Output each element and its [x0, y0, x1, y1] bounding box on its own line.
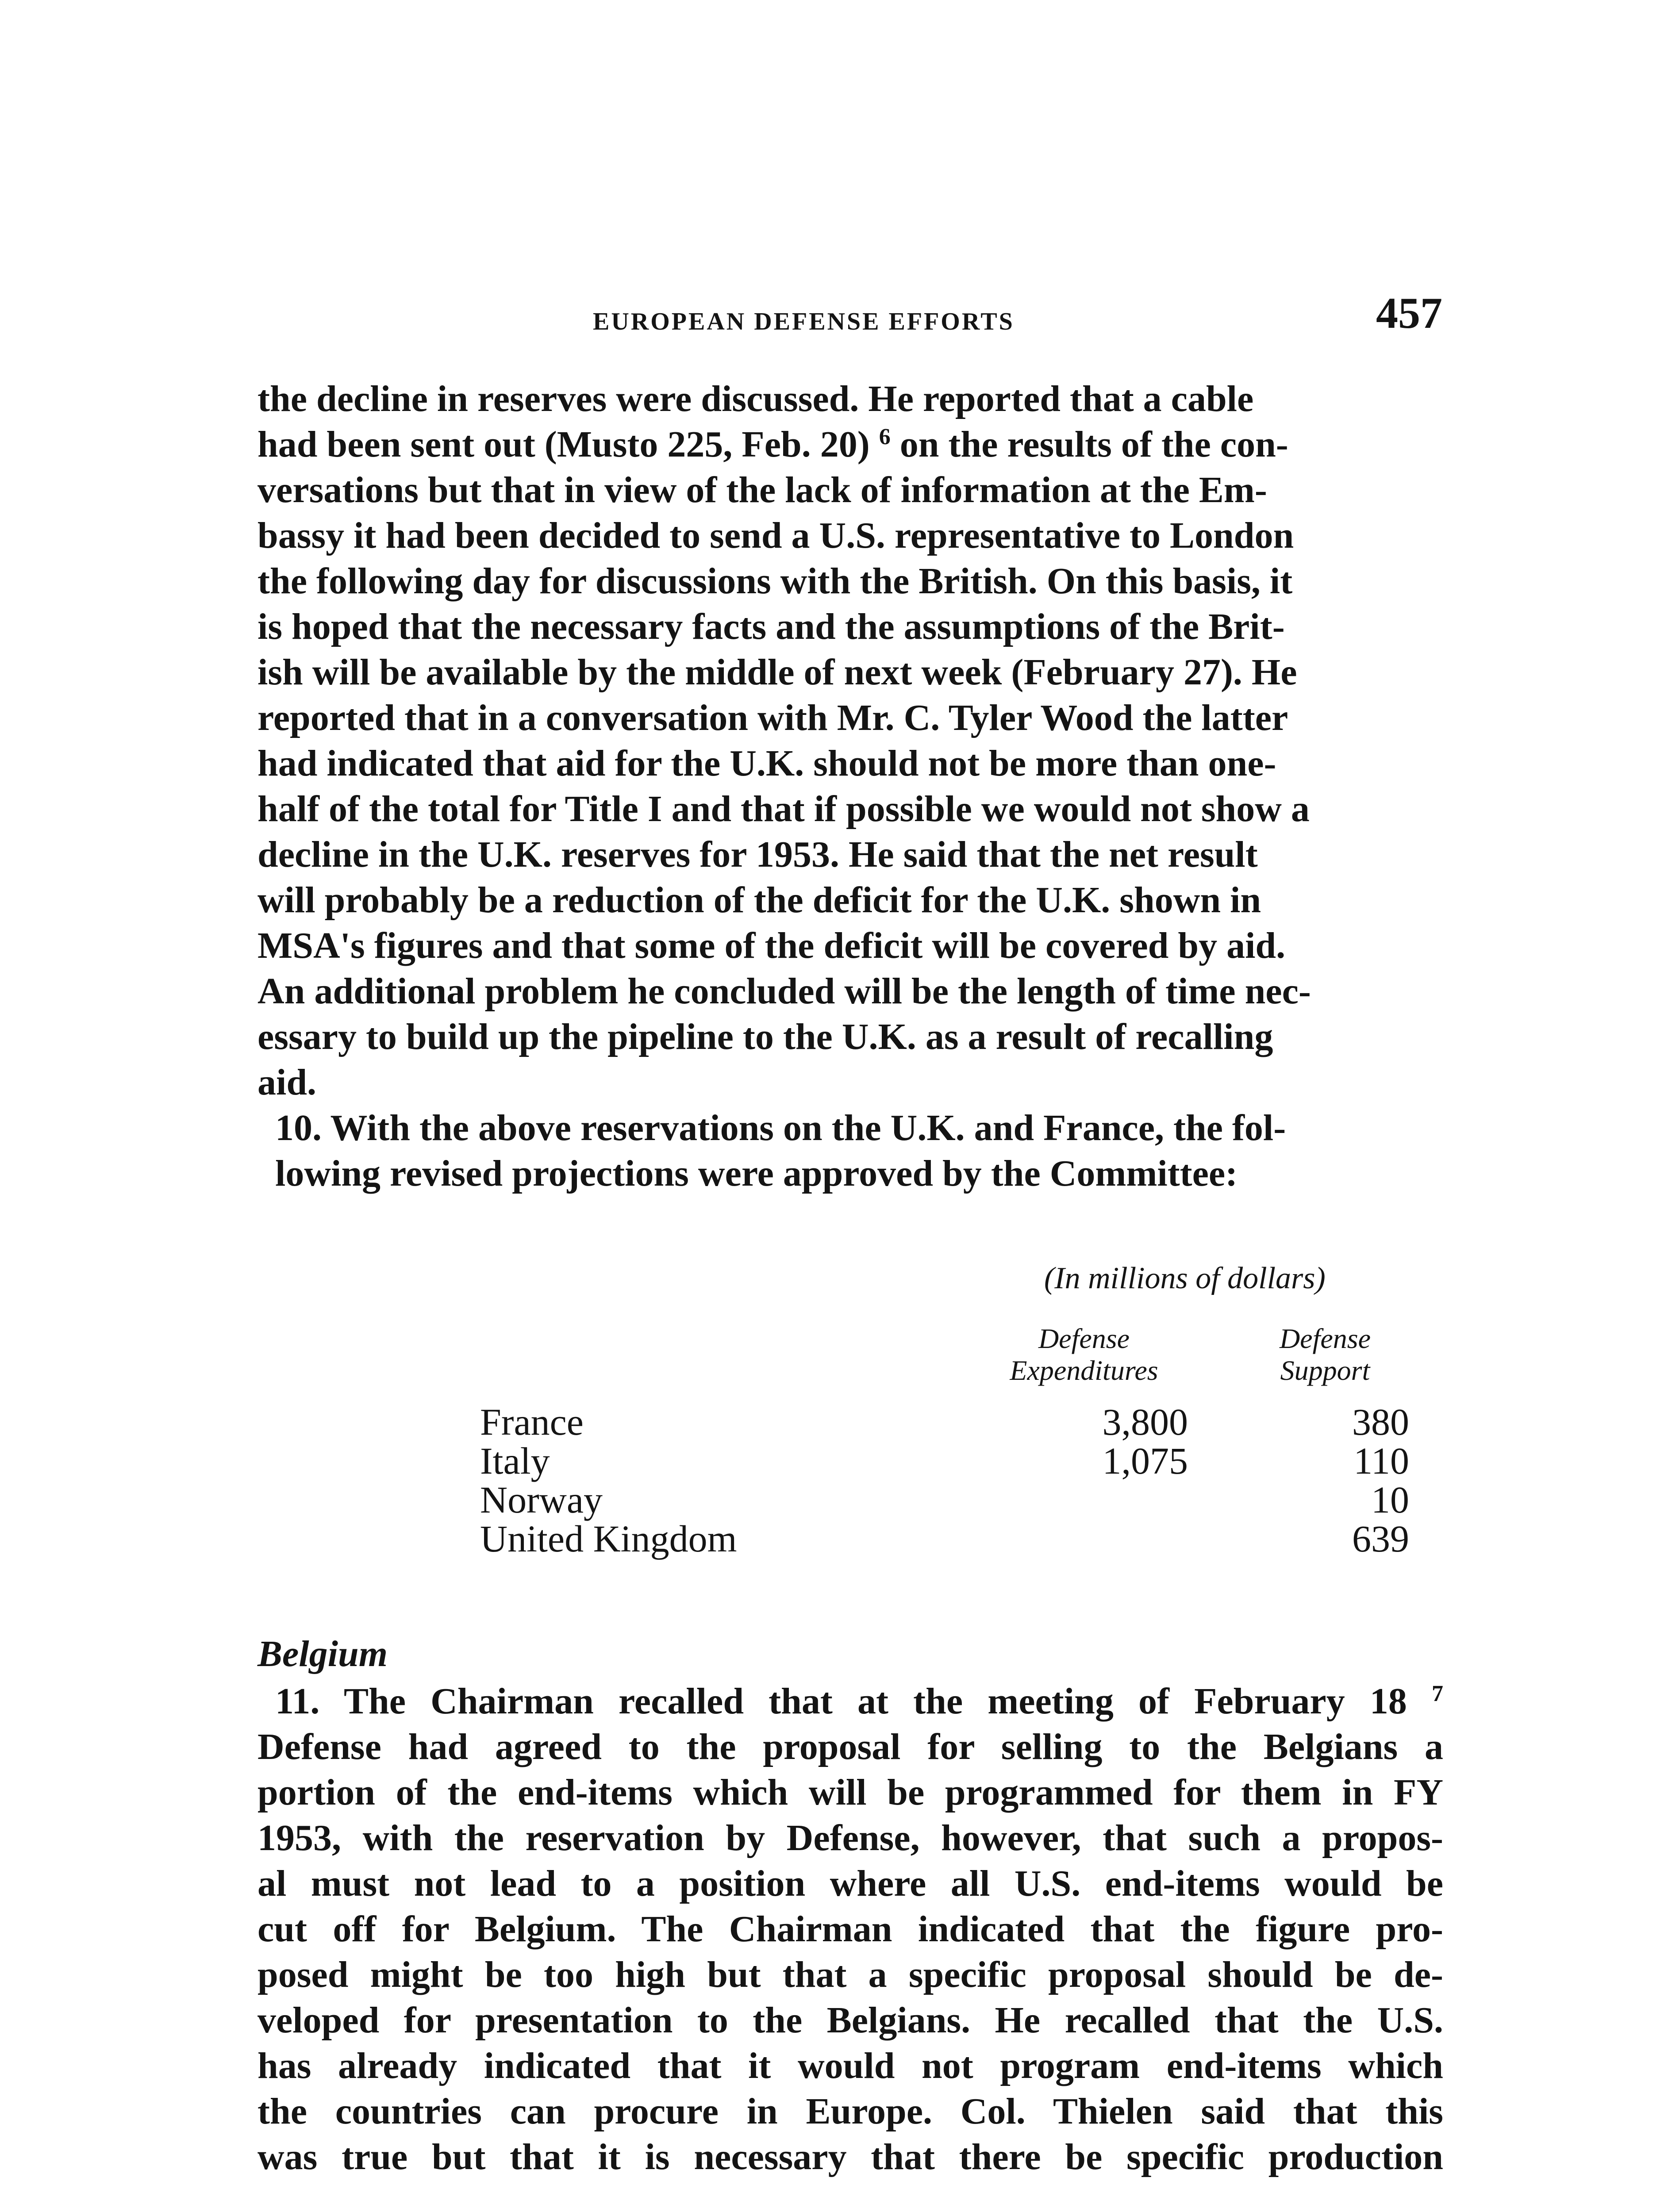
text-fragment: had been sent out (Musto 225, Feb. 20): [258, 424, 870, 465]
text-line: half of the total for Title I and that if possible we would not show a: [258, 788, 1310, 830]
text-line: veloped for presentation to the Belgians. He recalled that the U.S.: [258, 2000, 1443, 2041]
column-header-line: Defense: [1038, 1323, 1130, 1354]
text-line: 1953, with the reservation by Defense, however, that such a propos-: [258, 1817, 1443, 1859]
text-line: the countries can procure in Europe. Col. Thielen said that this: [258, 2091, 1443, 2132]
table-units-caption: (In millions of dollars): [1044, 1261, 1326, 1295]
text-line: cut off for Belgium. The Chairman indicated that the figure pro-: [258, 1909, 1443, 1950]
column-header-defense-expenditures: [982, 1323, 1186, 1386]
text-line: 10. With the above reservations on the U.K. and France, the fol-: [275, 1107, 1286, 1148]
text-line: will probably be a reduction of the deficit for the U.K. shown in: [258, 879, 1261, 921]
table-cell-support: 110: [1353, 1440, 1409, 1482]
projections-table: [480, 1402, 1409, 1558]
table-cell-support: 639: [1352, 1517, 1409, 1560]
table-cell-country: Italy: [480, 1440, 550, 1482]
text-line: has already indicated that it would not program end-items which: [258, 2045, 1443, 2086]
text-line: had indicated that aid for the U.K. should not be more than one-: [258, 743, 1276, 784]
table-cell-expenditures: 1,075: [1102, 1440, 1188, 1482]
column-header-line: Defense: [1279, 1323, 1371, 1354]
table-row: [480, 1402, 1409, 1441]
table-cell-country: Norway: [480, 1479, 603, 1521]
text-line: An additional problem he concluded will be the length of time nec-: [258, 971, 1311, 1012]
running-head: EUROPEAN DEFENSE EFFORTS: [593, 308, 1015, 335]
table-row: [480, 1519, 1409, 1558]
table-row: [480, 1480, 1409, 1519]
column-header-line: Expenditures: [1010, 1355, 1158, 1386]
text-line: al must not lead to a position where all U.S. end-items would be: [258, 1863, 1443, 1904]
table-cell-country: United Kingdom: [480, 1517, 737, 1560]
text-line: aid.: [258, 1062, 317, 1103]
text-line: essary to build up the pipeline to the U.K. as a result of recalling: [258, 1016, 1273, 1057]
section-heading-belgium: Belgium: [258, 1633, 388, 1674]
text-line: the following day for discussions with the British. On this basis, it: [258, 561, 1293, 602]
table-cell-support: 10: [1371, 1479, 1409, 1521]
text-line: Defense had agreed to the proposal for selling to the Belgians a: [258, 1726, 1443, 1767]
table-cell-expenditures: [976, 1519, 1188, 1558]
column-header-line: Support: [1280, 1355, 1370, 1386]
body-paragraph-11: [258, 1678, 1443, 2180]
paragraph-9: [258, 376, 1443, 1105]
text-line: bassy it had been decided to send a U.S. representative to London: [258, 515, 1294, 556]
text-line: versations but that in view of the lack of information at the Em-: [258, 469, 1267, 511]
table-row: [480, 1441, 1409, 1480]
paragraph-11: [258, 1678, 1443, 2180]
table-cell-country: France: [480, 1401, 584, 1443]
text-line: MSA's figures and that some of the deficit will be covered by aid.: [258, 925, 1286, 966]
footnote-ref-7[interactable]: 7: [1432, 1681, 1444, 1706]
text-line: lowing revised projections were approved by the Committee:: [275, 1153, 1238, 1194]
text-line: ish will be available by the middle of next week (February 27). He: [258, 652, 1297, 693]
text-line: was true but that it is necessary that there be specific production: [258, 2136, 1443, 2177]
column-header-defense-support: [1252, 1323, 1398, 1386]
table-cell-expenditures: 3,800: [1102, 1401, 1188, 1443]
text-line: is hoped that the necessary facts and the assumptions of the Brit-: [258, 606, 1285, 647]
table-cell-expenditures: [976, 1480, 1188, 1519]
text-line: posed might be too high but that a specific proposal should be de-: [258, 1954, 1443, 1995]
text-line: decline in the U.K. reserves for 1953. He said that the net result: [258, 834, 1258, 875]
text-line: portion of the end-items which will be programmed for them in FY: [258, 1772, 1443, 1813]
text-line: [258, 422, 1443, 467]
paragraph-10: [258, 1105, 1443, 1196]
text-fragment: on the results of the con-: [899, 424, 1288, 465]
body-paragraph-continuation: [258, 376, 1443, 1196]
text-fragment: 11. The Chairman recalled that at the meeting of February 18: [275, 1681, 1407, 1722]
footnote-ref-6[interactable]: 6: [879, 424, 891, 449]
table-cell-support: 380: [1352, 1401, 1409, 1443]
text-line: the decline in reserves were discussed. He reported that a cable: [258, 378, 1254, 419]
page-number: 457: [1376, 288, 1442, 338]
text-line: [258, 1678, 1443, 1724]
text-line: reported that in a conversation with Mr. C. Tyler Wood the latter: [258, 697, 1288, 738]
